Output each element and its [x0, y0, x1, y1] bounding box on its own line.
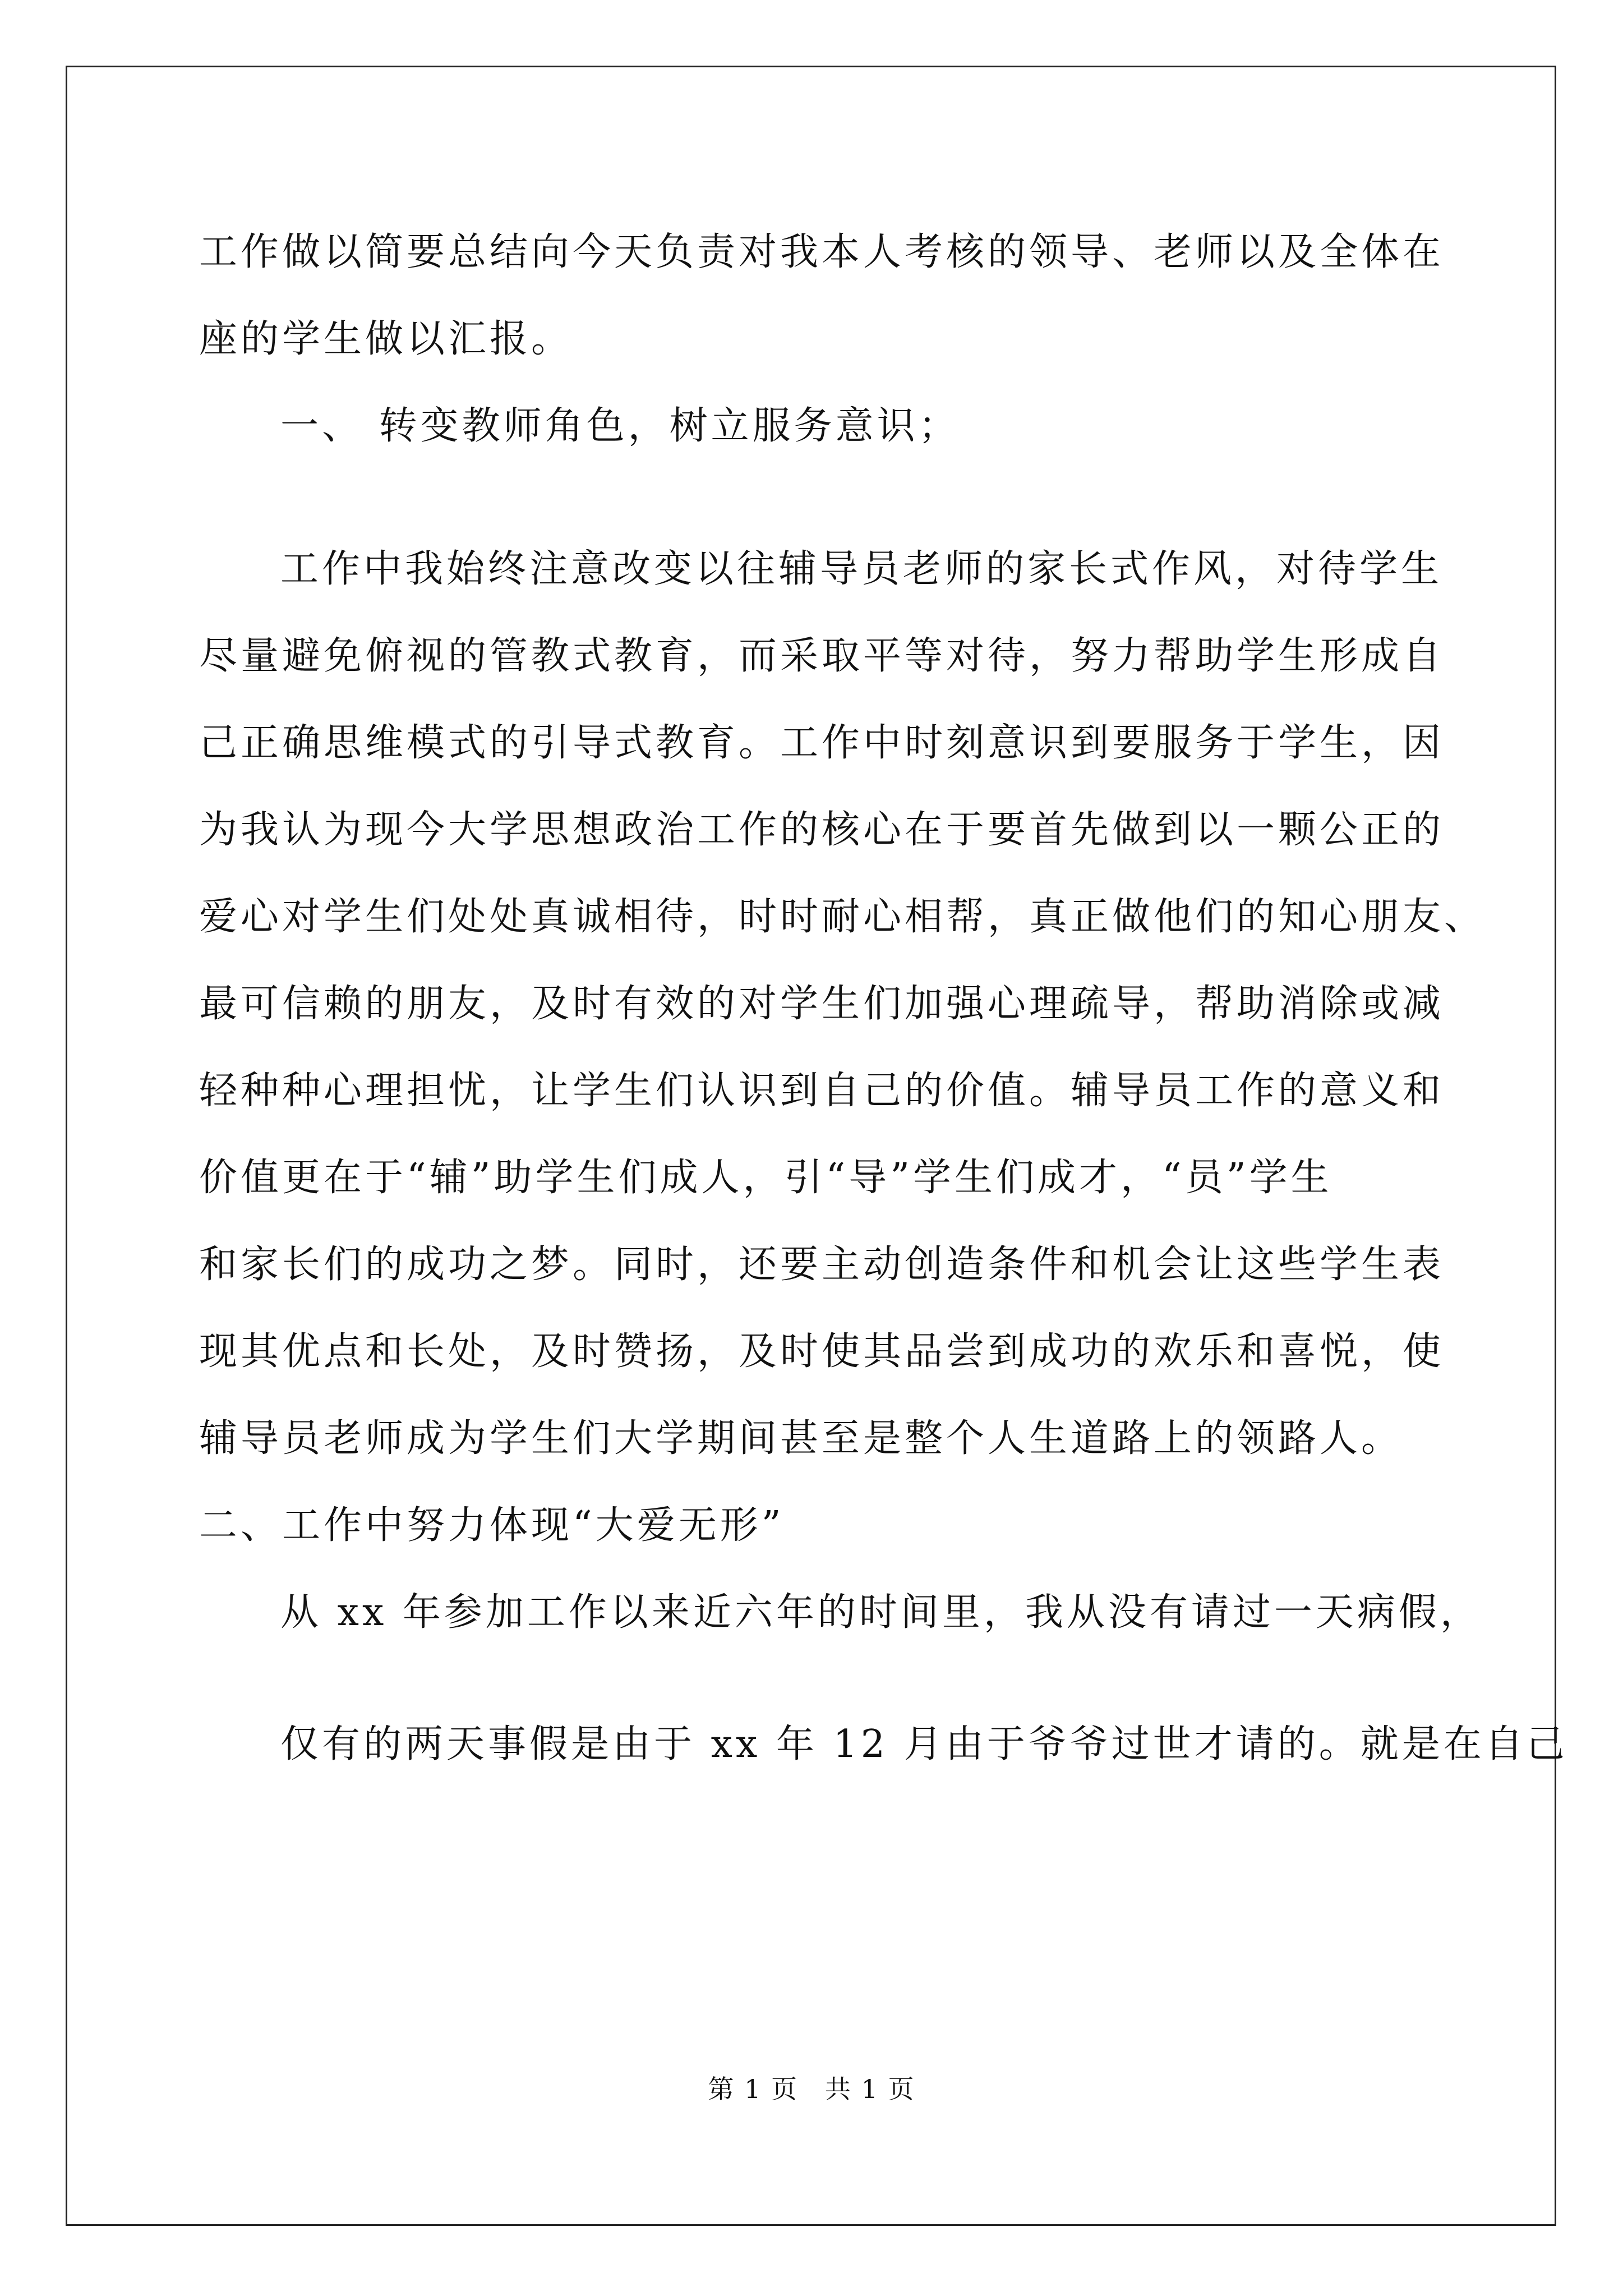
section-heading: 从 xx 年参加工作以来近六年的时间里，我从没有请过一天病假，: [280, 1590, 1482, 1635]
text-line: 己正确思维模式的引导式教育。工作中时刻意识到要服务于学生，因: [199, 721, 1445, 765]
text-line: 和家长们的成功之梦。同时，还要主动创造条件和机会让这些学生表: [199, 1243, 1445, 1287]
text-line: 工作做以简要总结向今天负责对我本人考核的领导、老师以及全体在: [199, 230, 1445, 274]
text-line: 二、工作中努力体现“大爱无形”: [199, 1503, 785, 1548]
text-line: 为我认为现今大学思想政治工作的核心在于要首先做到以一颗公正的: [199, 808, 1445, 852]
text-line: 爱心对学生们处处真诚相待，时时耐心相帮，真正做他们的知心朋友、: [199, 895, 1486, 939]
text-line: 最可信赖的朋友，及时有效的对学生们加强心理疏导，帮助消除或减: [199, 982, 1445, 1026]
text-line: 轻种种心理担忧，让学生们认识到自己的价值。辅导员工作的意义和: [199, 1069, 1445, 1113]
text-line: 尽量避免俯视的管教式教育，而采取平等对待，努力帮助学生形成自: [199, 634, 1445, 678]
text-line: 现其优点和长处，及时赞扬，及时使其品尝到成功的欢乐和喜悦，使: [199, 1329, 1445, 1374]
text-line: 座的学生做以汇报。: [199, 317, 573, 361]
text-line: 辅导员老师成为学生们大学期间甚至是整个人生道路上的领路人。: [199, 1416, 1403, 1461]
page-footer: 第 1 页 共 1 页: [708, 2074, 915, 2104]
text-line: 工作中我始终注意改变以往辅导员老师的家长式作风，对待学生: [280, 547, 1443, 591]
text-line: 价值更在于“辅”助学生们成人，引“导”学生们成才，“员”学生: [199, 1156, 1332, 1200]
text-line: 仅有的两天事假是由于 xx 年 12 月由于爷爷过世才请的。就是在自己: [280, 1722, 1568, 1766]
page-border: [66, 66, 1556, 2226]
section-heading: 一、 转变教师角色，树立服务意识；: [280, 404, 960, 448]
